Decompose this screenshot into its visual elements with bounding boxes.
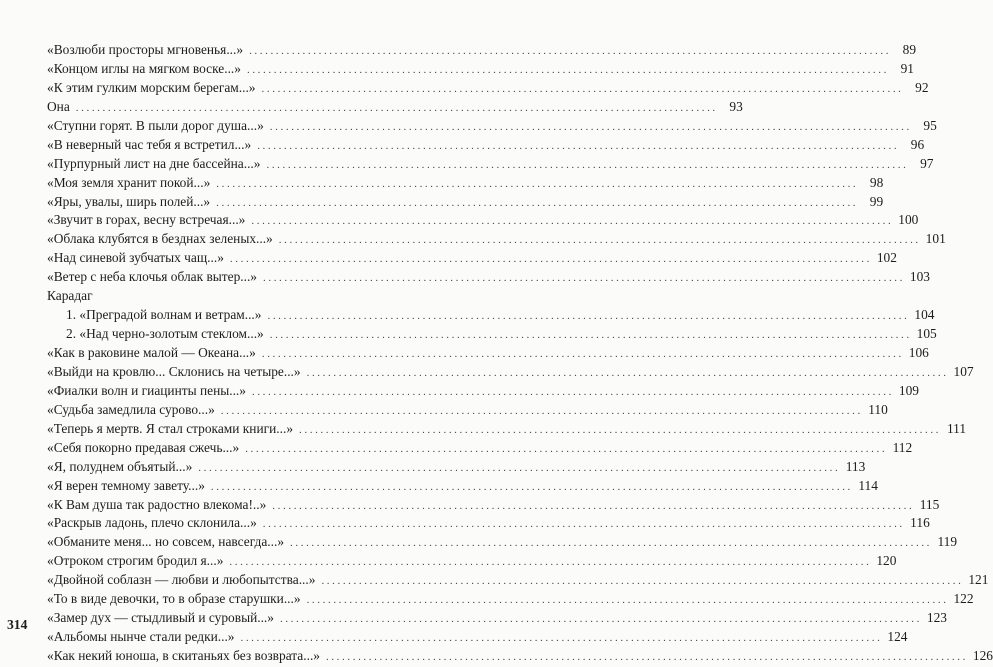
toc-entry-page: 91 <box>900 60 914 76</box>
toc-entry-page: 101 <box>925 231 946 247</box>
toc-entry-title: «Фиалки волн и гиацинты пены...» <box>47 382 246 398</box>
toc-entry-title: «Альбомы нынче стали редки...» <box>47 629 235 645</box>
toc-entry-title: «Яры, увалы, ширь полей...» <box>47 193 211 209</box>
toc-entry <box>47 533 958 552</box>
toc-entry-page: 99 <box>869 193 884 209</box>
toc-entry <box>47 420 967 439</box>
toc-entry-page: 126 <box>972 648 993 663</box>
toc-entry <box>47 249 897 268</box>
dot-leader: ........................................................................................................................ <box>325 651 968 663</box>
toc-entry-title: «Моя земля хранит покой...» <box>47 174 211 190</box>
toc-entry-title: «Облака клубятся в безднах зеленых...» <box>47 231 273 247</box>
toc-entry <box>47 647 993 666</box>
toc-entry-title: «Как в раковине малой — Океана...» <box>47 345 256 360</box>
dot-leader: ........................................................................................................................ <box>269 120 912 133</box>
dot-leader: ........................................................................................................................ <box>306 366 949 379</box>
toc-entry-title: «К Вам душа так радостно влекома!..» <box>47 496 267 512</box>
toc-entry-page: 89 <box>902 42 917 57</box>
toc-entry <box>47 193 884 212</box>
toc-entry-page: 110 <box>868 401 888 417</box>
toc-entry-title: «Над синевой зубчатых чащ...» <box>47 250 224 266</box>
toc-entry-page: 93 <box>729 98 743 114</box>
dot-leader: ........................................................................................................................ <box>262 518 905 531</box>
toc-entry-title: 2. «Над черно-золотым стеклом...» <box>66 326 264 342</box>
toc-entry <box>47 268 930 287</box>
toc-entry-page: 100 <box>898 212 919 228</box>
toc-entry <box>47 211 919 230</box>
dot-leader: ........................................................................................................................ <box>210 480 853 493</box>
dot-leader: ........................................................................................................................ <box>245 442 888 455</box>
dot-leader: ........................................................................................................................ <box>279 613 922 626</box>
toc-entry-title: «Двойной соблазн — любви и любопытства...» <box>47 572 316 588</box>
toc-entry <box>47 117 937 136</box>
toc-entry-title: «Замер дух — стыдливый и суровый...» <box>47 610 274 626</box>
toc-entry <box>47 79 929 98</box>
toc-entry <box>47 382 919 401</box>
dot-leader: ........................................................................................................................ <box>229 253 872 266</box>
toc-entry-title: «Я, полуднем объятый...» <box>47 458 193 474</box>
dot-leader: ........................................................................................................................ <box>261 82 904 95</box>
toc-entry <box>47 174 884 193</box>
toc-entry <box>47 155 934 174</box>
toc-entry-page: 122 <box>953 591 974 607</box>
toc-entry-title: «То в виде девочки, то в образе старушки...» <box>47 591 301 607</box>
toc-entry <box>47 136 925 155</box>
toc-entry <box>47 401 888 420</box>
dot-leader: ........................................................................................................................ <box>321 575 964 588</box>
toc-entry-page: 115 <box>919 496 940 512</box>
toc-entry <box>47 514 930 533</box>
toc-entry-page: 106 <box>908 345 929 360</box>
toc-entry-title: «Звучит в горах, весну встречая...» <box>47 212 246 228</box>
dot-leader: ........................................................................................................................ <box>306 594 949 607</box>
toc-entry <box>47 41 917 60</box>
toc-entry-title: «В неверный час тебя я встретил...» <box>47 136 252 152</box>
dot-leader: ........................................................................................................................ <box>240 632 883 645</box>
toc-entry-page: 124 <box>887 629 908 645</box>
dot-leader: ........................................................................................................................ <box>267 310 910 323</box>
dot-leader: ........................................................................................................................ <box>229 556 872 569</box>
dot-leader: ........................................................................................................................ <box>251 215 894 228</box>
toc-entry <box>47 325 937 344</box>
toc-entry <box>47 439 913 458</box>
toc-entry-title: «Возлюби просторы мгновенья...» <box>47 42 244 57</box>
toc-entry-page: 95 <box>923 117 937 133</box>
toc-entry-title: «Себя покорно предавая сжечь...» <box>47 439 240 455</box>
dot-leader: ........................................................................................................................ <box>269 329 912 342</box>
toc-entry-page: 97 <box>920 155 934 171</box>
toc-entry-title: «Раскрыв ладонь, плечо склонила...» <box>47 515 257 531</box>
toc-entry-page: 92 <box>915 79 929 95</box>
dot-leader: ........................................................................................................................ <box>257 139 900 152</box>
toc-entry-title: «Пурпурный лист на дне бассейна...» <box>47 155 261 171</box>
toc-entry-title: «Отроком строгим бродил я...» <box>47 553 224 569</box>
dot-leader: ........................................................................................................................ <box>261 348 904 360</box>
toc-entry-page: 98 <box>869 174 884 190</box>
dot-leader: ........................................................................................................................ <box>299 423 942 436</box>
dot-leader: ........................................................................................................................ <box>266 158 909 171</box>
toc-entry-page: 102 <box>876 250 897 266</box>
toc-entry <box>47 60 914 79</box>
toc-entry <box>47 477 878 496</box>
toc-entry-page: 107 <box>953 363 974 379</box>
table-of-contents <box>47 41 993 666</box>
dot-leader: ........................................................................................................................ <box>216 196 859 209</box>
toc-entry-title: «К этим гулким морским берегам...» <box>47 79 256 95</box>
toc-entry-title: «Судьба замедлила сурово...» <box>47 401 215 417</box>
dot-leader: ........................................................................................................................ <box>251 385 894 398</box>
toc-entry-title: «Концом иглы на мягком воске...» <box>47 60 241 76</box>
toc-entry-page: 104 <box>914 307 935 323</box>
toc-entry <box>47 609 947 628</box>
toc-entry-title: «Ступни горят. В пыли дорог душа...» <box>47 117 264 133</box>
toc-entry <box>47 306 935 325</box>
toc-entry-page: 112 <box>892 439 913 455</box>
toc-entry-page: 123 <box>926 610 947 626</box>
toc-entry-page: 105 <box>916 326 937 342</box>
toc-entry <box>47 363 974 382</box>
toc-entry-page: 111 <box>946 420 967 436</box>
toc-entry-title: «Как некий юноша, в скитаньях без возврата...» <box>47 648 320 663</box>
page-number: 314 <box>7 617 28 632</box>
dot-leader: ........................................................................................................................ <box>272 499 915 512</box>
toc-entry-page: 116 <box>910 515 930 531</box>
toc-entry-title: Карадаг <box>47 288 93 304</box>
toc-entry <box>47 571 989 590</box>
dot-leader: ........................................................................................................................ <box>75 101 718 114</box>
toc-entry <box>47 552 897 571</box>
dot-leader: ........................................................................................................................ <box>246 63 889 76</box>
dot-leader: ........................................................................................................................ <box>220 404 863 417</box>
toc-entry-title: «Выйди на кровлю... Склонись на четыре...» <box>47 363 301 379</box>
toc-entry-page: 103 <box>909 269 930 285</box>
toc-entry <box>47 628 908 647</box>
toc-entry-title: «Теперь я мертв. Я стал строками книги...» <box>47 420 294 436</box>
toc-entry <box>47 287 413 306</box>
dot-leader: ........................................................................................................................ <box>263 272 905 285</box>
toc-entry-page: 113 <box>845 458 866 474</box>
toc-entry-page: 109 <box>898 382 919 398</box>
dot-leader: ........................................................................................................................ <box>278 234 921 247</box>
toc-entry-title: «Я верен темному завету...» <box>47 477 205 493</box>
toc-entry-title: Она <box>47 98 70 114</box>
dot-leader: ........................................................................................................................ <box>216 177 859 190</box>
dot-leader: ........................................................................................................................ <box>290 537 933 550</box>
toc-entry-page: 114 <box>858 477 878 493</box>
toc-entry <box>47 230 946 249</box>
toc-entry <box>47 98 743 117</box>
toc-entry <box>47 496 940 515</box>
toc-entry-page: 121 <box>968 572 989 588</box>
dot-leader: ........................................................................................................................ <box>249 45 892 57</box>
toc-entry-page: 120 <box>876 553 897 569</box>
toc-entry-title: «Ветер с неба клочья облак вытер...» <box>47 269 257 285</box>
toc-entry-title: 1. «Преградой волнам и ветрам...» <box>66 307 262 323</box>
toc-entry <box>47 344 929 363</box>
toc-entry-page: 96 <box>910 136 925 152</box>
dot-leader: ........................................................................................................................ <box>198 461 841 474</box>
toc-entry-page: 119 <box>937 534 958 550</box>
toc-entry <box>47 590 974 609</box>
toc-entry-title: «Обманите меня... но совсем, навсегда...» <box>47 534 285 550</box>
toc-entry <box>47 458 866 477</box>
